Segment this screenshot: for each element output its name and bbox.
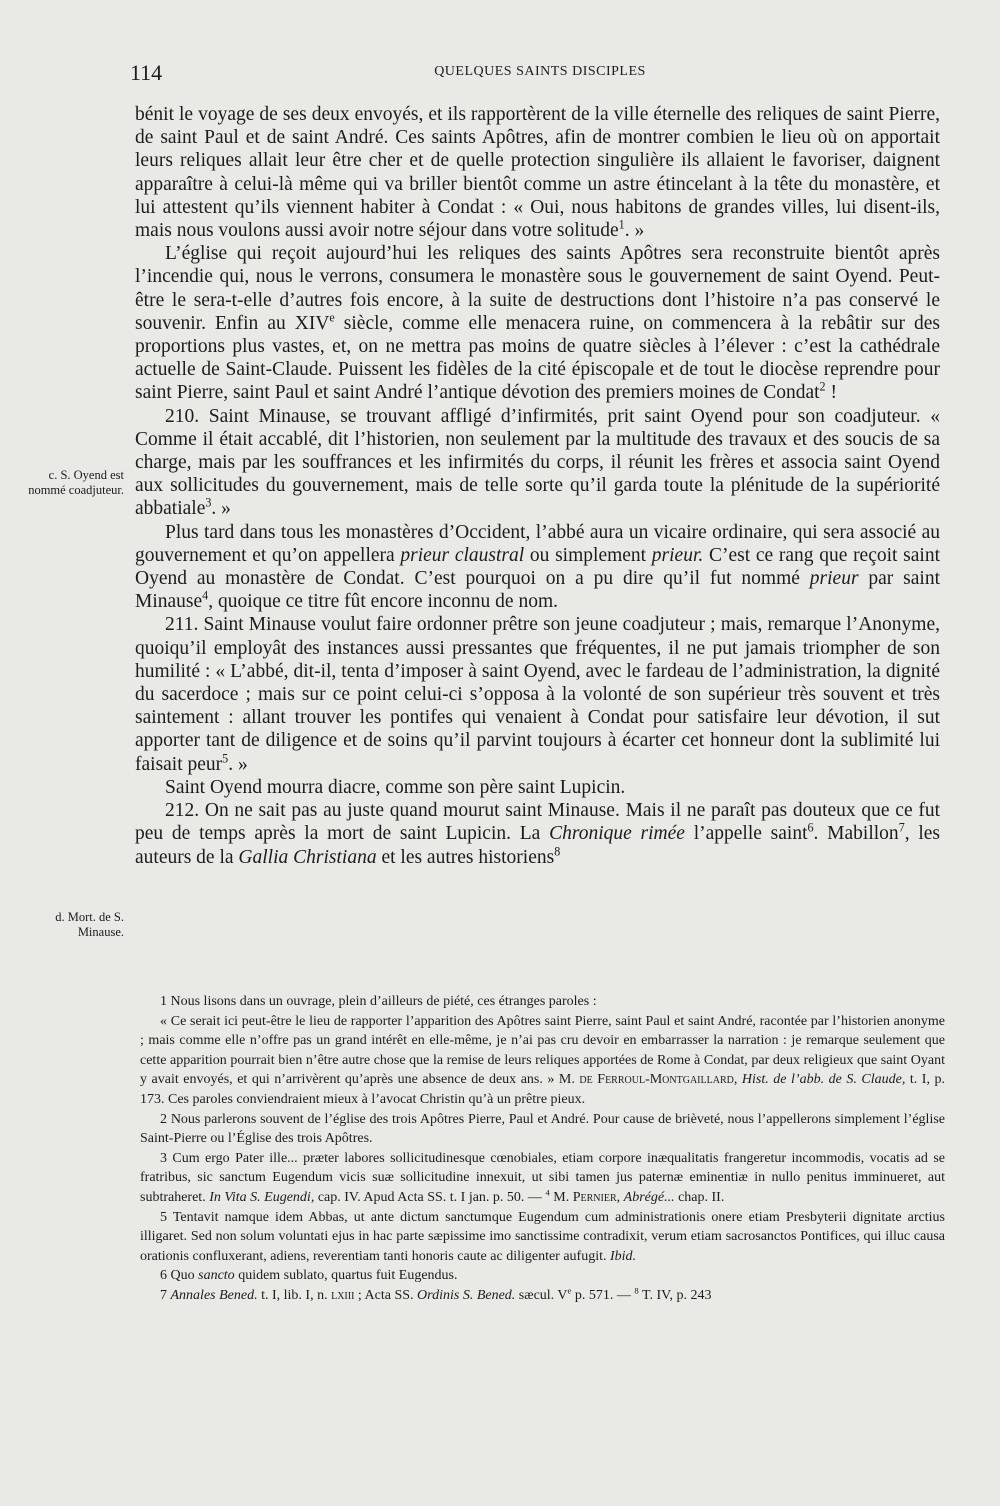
- paragraph: 211. Saint Minause voulut faire ordonner prêtre son jeune coadjuteur ; mais, remarque l’Anonyme, quoiqu’il employât des instances aussi pressantes que fréquentes, il ne put jamais triompher de son humilité : « L’abbé, dit-il, tenta d’imposer à saint Oyend, avec le fardeau de l’administration, la dignité du sacerdoce ; mais sur ce point celui-ci s’opposa à la volonté de son supérieur très souvent et très saintement : allant trouver les pontifes qui venaient à Condat pour satisfaire leur dévotion, il sut apporter tant de diligence et de soins qu’il parvint toujours à écarter cet honneur dont la sublimité lui faisait peur$^5$. »: [135, 614, 940, 775]
- paragraph: Plus tard dans tous les monastères d’Occident, l’abbé aura un vicaire ordinaire, qui sera associé au gouvernement et qu’on appellera prieur claustral ou simplement prieur. C’est ce rang que reçoit saint Oyend au monastère de Condat. C’est pourquoi on a pu dire qu’il fut nommé prieur par saint Minause$^4$, quoique ce titre fût encore inconnu de nom.: [135, 521, 940, 613]
- footnote-ref[interactable]: 7: [898, 820, 905, 835]
- footnote: 3 Cum ergo Pater ille... præter labores sollicitudinesque cœnobiales, etiam corpore inæqualitatis frangeretur incommodis, vocatis ad se fratribus, sic sanctum Eugendum vicis suæ sollicitudine innexuit, ut sibi tamen jus paternæ eminentiæ in nullo penitus imminueret, aut subtraheret. In Vita S. Eugendi, cap. IV. Apud Acta SS. t. I jan. p. 50. — $^4$ M. Pernier, Abrégé... chap. II.: [140, 1150, 945, 1205]
- margin-note-mort: d. Mort. de S. Minause.: [55, 910, 124, 939]
- paragraph: Saint Oyend mourra diacre, comme son père saint Lupicin.: [165, 776, 626, 798]
- paragraph: bénit le voyage de ses deux envoyés, et ils rapportèrent de la ville éternelle des reliques de saint Pierre, de saint Paul et de saint André. Ces saints Apôtres, afin de montrer combien le lieu où on apportait leurs reliques allait leur être cher et de quelle protection singulière ils allaient le favoriser, daignent apparaître à celui-là même qui va briller bientôt comme un astre étincelant à la tête du monastère, et lui attestent qu’ils viennent habiter à Condat : « Oui, nous habitons de grandes villes, lui disent-ils, mais nous voulons aussi avoir notre séjour dans votre solitude$^1$. »: [135, 104, 940, 242]
- page-header: [130, 60, 950, 90]
- paragraph: 212. On ne sait pas au juste quand mourut saint Minause. Mais il ne paraît pas douteux que ce fut peu de temps après la mort de saint Lupicin. La Chronique rimée l’appelle saint$^6$. Mabillon$^7$, les auteurs de la Gallia Christiana et les autres historiens$^8$: [135, 800, 941, 868]
- margin-note-coadjuteur: c. S. Oyend est nommé coadjuteur.: [28, 468, 124, 497]
- footnote: 1 Nous lisons dans un ouvrage, plein d’ailleurs de piété, ces étranges paroles :: [160, 994, 597, 1009]
- page-number: 114: [130, 60, 163, 85]
- footnote: 5 Tentavit namque idem Abbas, ut ante dictum sanctumque Eugendum cum administrationis onere etiam Presbyterii dignitate arctius illigaret. Sed non solum voluntati ejus in hac parte sæpissime imo sanctissime contradixit, verum etiam sacrosanctos Pontifices, qui illuc causa orationis confluxerant, adiens, reverentiam tanti honoris caute ac diligenter aufugit. Ibid.: [140, 1209, 945, 1264]
- footnote: 7 Annales Bened. t. I, lib. I, n. lxiii ; Acta SS. Ordinis S. Bened. sæcul. Ve p. 571. — $^8$ T. IV, p. 243: [160, 1285, 712, 1303]
- footnote-ref[interactable]: 5: [222, 751, 229, 766]
- footnote-ref[interactable]: 3: [205, 495, 212, 510]
- footnote-ref[interactable]: 1: [618, 217, 625, 232]
- running-head: QUELQUES SAINTS DISCIPLES: [434, 64, 646, 79]
- footnote: 6 Quo sancto quidem sublato, quartus fuit Eugendus.: [160, 1268, 458, 1284]
- footnote: « Ce serait ici peut-être le lieu de rapporter l’apparition des Apôtres saint Pierre, saint Paul et saint André, racontée par l’historien anonyme ; mais comme elle n’offre pas un grand intérêt en elle-même, je n’ai pas cru devoir en embarrasser la narration : je remarque seulement que cette apparition pourrait bien n’être autre chose que la remise de leurs reliques apportées de Rome à Condat, par deux religieux que saint Oyant y avait envoyés, et qui n’arrivèrent qu’après une absence de deux ans. » M. de Ferroul-Montgaillard, Hist. de l’abb. de S. Claude, t. I, p. 173. Ces paroles conviendraient mieux à l’avocat Christin qu’à un prêtre pieux.: [140, 1013, 946, 1107]
- footnote-ref[interactable]: 4: [202, 588, 209, 603]
- footnote-ref[interactable]: 2: [819, 379, 826, 394]
- footnote-ref[interactable]: 8: [554, 844, 561, 858]
- paragraph: 210. Saint Minause, se trouvant affligé d’infirmités, prit saint Oyend pour son coadjuteur. « Comme il était accablé, dit l’historien, non seulement par la multitude des travaux et des soucis de sa charge, mais par les souffrances et les infirmités du corps, il réunit les frères et associa saint Oyend aux sollicitudes du gouvernement, mais de telle sorte qu’il garda toute la plénitude de la supériorité abbatiale$^3$. »: [135, 405, 940, 520]
- main-text: [135, 103, 940, 869]
- paragraph: L’église qui reçoit aujourd’hui les reliques des saints Apôtres sera reconstruite bientôt après l’incendie qui, nous le verrons, consumera le monastère sous le gouvernement de saint Oyend. Peut-être le sera-t-elle d’autres fois encore, à la suite de destructions dont l’histoire n’a pas conservé le souvenir. Enfin au XIVe siècle, comme elle menacera ruine, on commencera à la rebâtir sur des proportions plus vastes, et, on ne mettra pas moins de quatre siècles à l’élever : c’est la cathédrale actuelle de Saint-Claude. Puissent les fidèles de la cité épiscopale et de tout le diocèse reprendre pour saint Pierre, saint Paul et saint André l’antique dévotion des premiers moines de Condat$^2$ !: [135, 243, 940, 404]
- footnote: 2 Nous parlerons souvent de l’église des trois Apôtres Pierre, Paul et André. Pour cause de brièveté, nous l’appellerons simplement l’église Saint-Pierre ou l’Église des trois Apôtres.: [140, 1111, 945, 1147]
- footnote-ref[interactable]: 6: [807, 820, 814, 835]
- footnotes: [140, 992, 945, 1306]
